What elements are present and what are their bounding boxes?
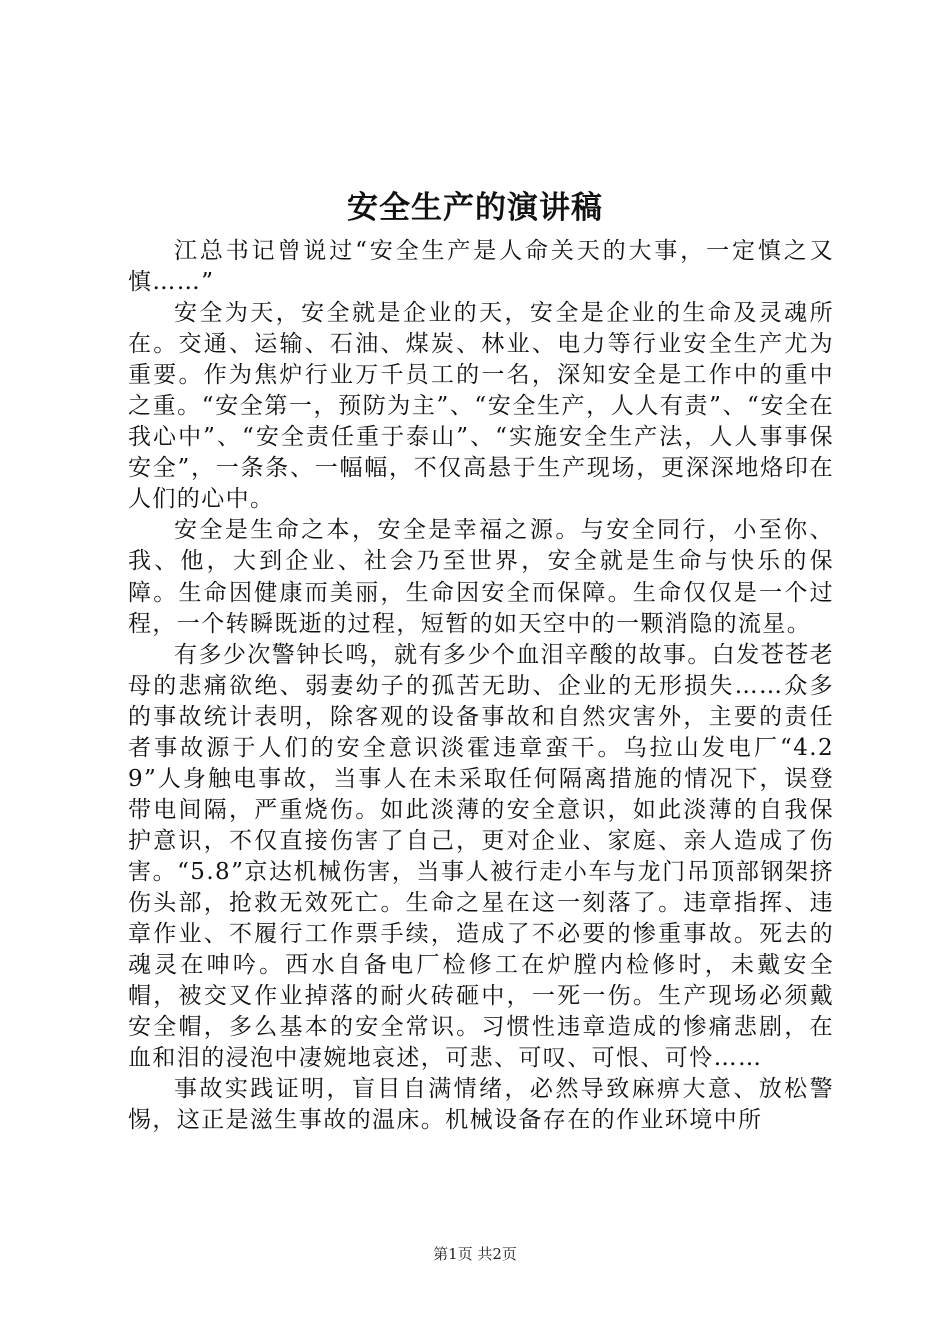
- paragraph-2: 安全为天，安全就是企业的天，安全是企业的生命及灵魂所在。交通、运输、石油、煤炭、林业、电力等行业安全生产尤为重要。作为焦炉行业万千员工的一名，深知安全是工作中的重中之重。“安全第一，预防为主”、“安全生产，人人有责”、“安全在我心中”、“安全责任重于泰山”、“实施安全生产法，人人事事保安全”，一条条、一幅幅，不仅高悬于生产现场，更深深地烙印在人们的心中。: [128, 300, 834, 513]
- document-title: 安全生产的演讲稿: [347, 190, 603, 226]
- paragraph-1: 江总书记曾说过“安全生产是人命关天的大事，一定慎之又慎……”: [128, 238, 834, 296]
- paragraph-4: 有多少次警钟长鸣，就有多少个血泪辛酸的故事。白发苍苍老母的悲痛欲绝、弱妻幼子的孤苦无助、企业的无形损失……众多的事故统计表明，除客观的设备事故和自然灾害外，主要的责任者事故源于人们的安全意识淡霍违章蛮干。乌拉山发电厂“4.29”人身触电事故，当事人在未采取任何隔离措施的情况下，误登带电间隔，严重烧伤。如此淡薄的安全意识，如此淡薄的自我保护意识，不仅直接伤害了自己，更对企业、家庭、亲人造成了伤害。“5.8”京达机械伤害，当事人被行走小车与龙门吊顶部钢架挤伤头部，抢救无效死亡。生命之星在这一刻落了。违章指挥、违章作业、不履行工作票手续，造成了不必要的惨重事故。死去的魂灵在呻吟。西水自备电厂检修工在炉膛内检修时，未戴安全帽，被交叉作业掉落的耐火砖砸中，一死一伤。生产现场必须戴安全帽，多么基本的安全常识。习惯性违章造成的惨痛悲剧，在血和泪的浸泡中凄婉地哀述，可悲、可叹、可恨、可怜……: [128, 641, 834, 1072]
- paragraph-5: 事故实践证明，盲目自满情绪，必然导致麻痹大意、放松警惕，这正是滋生事故的温床。机械设备存在的作业环境中所: [128, 1076, 834, 1134]
- page-footer: 第1页 共2页: [433, 1245, 517, 1263]
- paragraph-3: 安全是生命之本，安全是幸福之源。与安全同行，小至你、我、他，大到企业、社会乃至世界，安全就是生命与快乐的保障。生命因健康而美丽，生命因安全而保障。生命仅仅是一个过程，一个转瞬既逝的过程，短暂的如天空中的一颗消隐的流星。: [128, 517, 834, 637]
- document-body: [128, 236, 834, 1136]
